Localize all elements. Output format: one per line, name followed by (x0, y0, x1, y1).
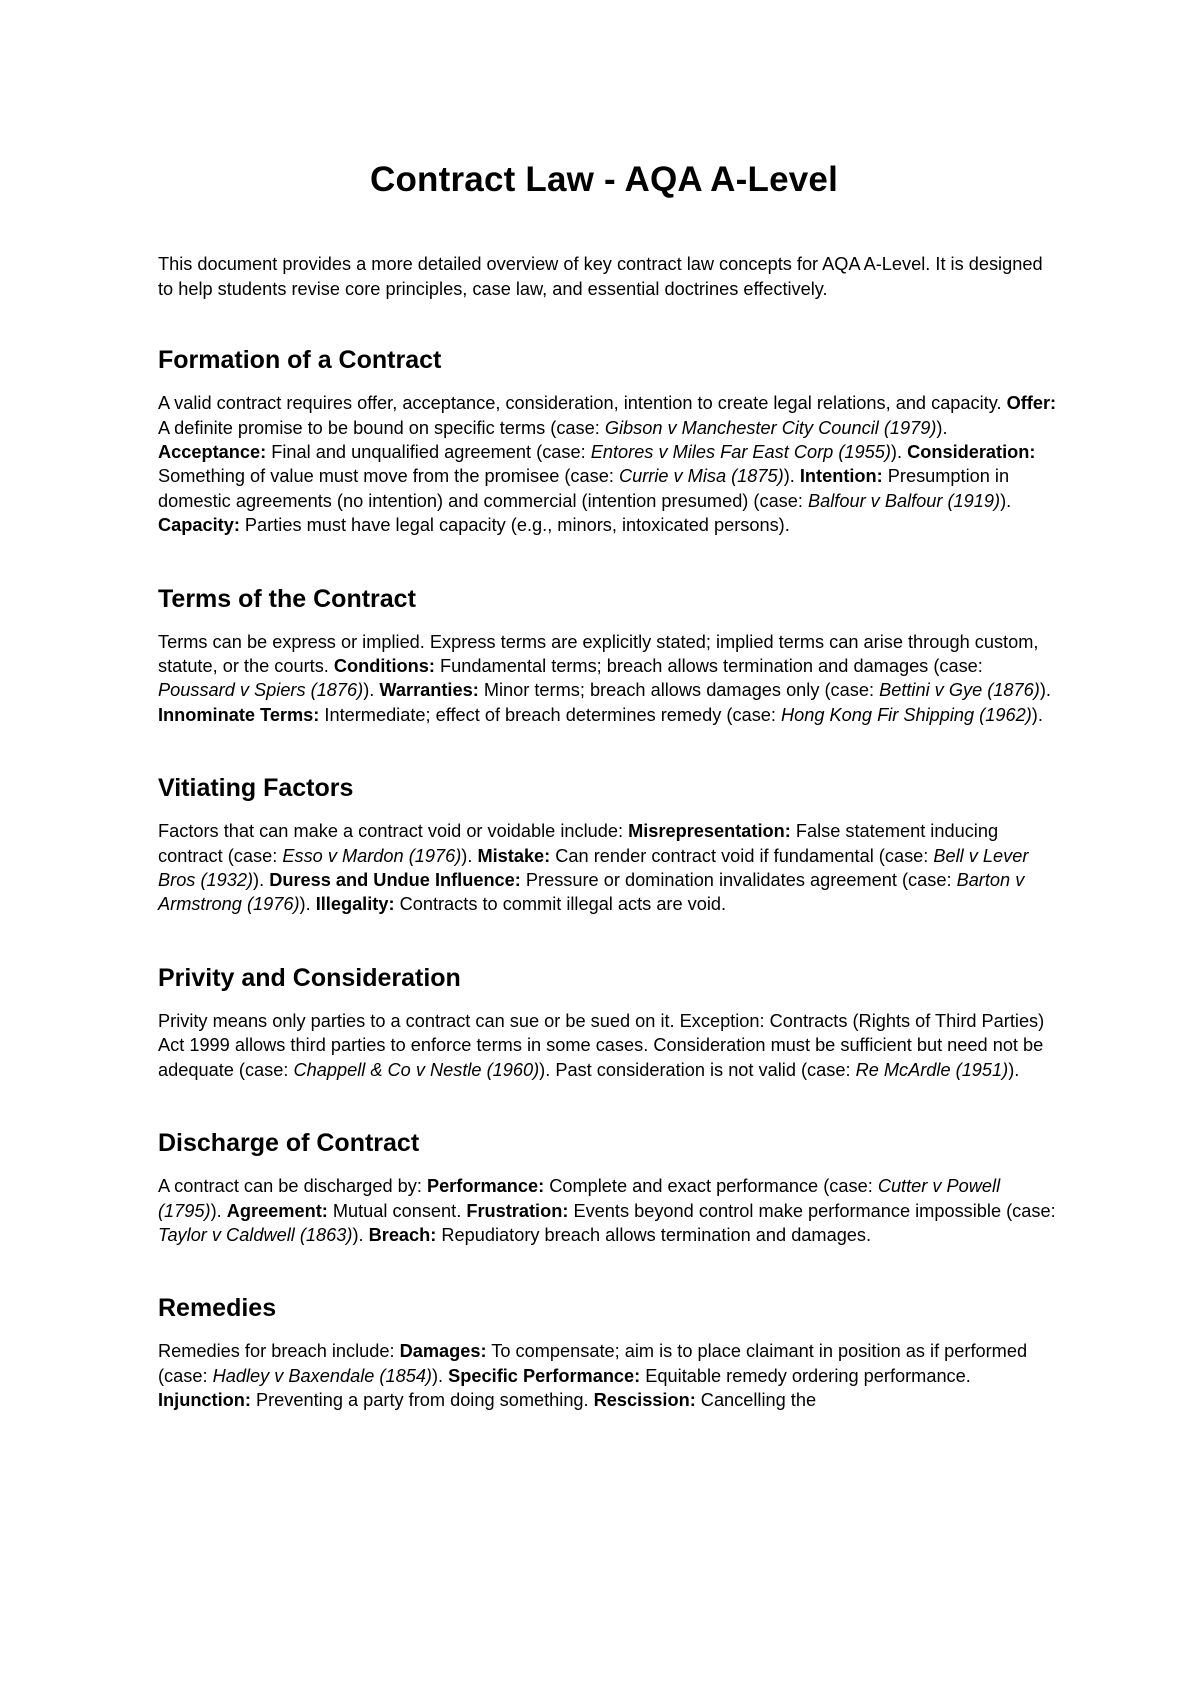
term-label: Frustration: (466, 1200, 569, 1221)
body-text: Something of value must move from the promisee (case: (158, 466, 619, 487)
body-text: ). (1039, 680, 1051, 701)
term-label: Consideration: (907, 442, 1036, 462)
case-citation: Cutter v Powell (1795) (158, 1176, 1001, 1221)
body-text: Terms can be express or implied. Express terms are explicitly stated; implied terms can arise through custom, statute, or the courts. (158, 631, 1039, 677)
body-text: A valid contract requires offer, acceptance, consideration, intention to create legal relations, and capacity. (158, 393, 1007, 414)
term-label: Rescission: (593, 1390, 696, 1411)
term-label: Capacity: (158, 515, 240, 536)
body-text: Can render contract void if fundamental (case: (550, 845, 934, 866)
body-text: ). (352, 1224, 369, 1245)
body-text: Minor terms; breach allows damages only (case: (478, 680, 880, 701)
body-text: Cancelling the (695, 1390, 817, 1411)
term-label: Acceptance: (158, 442, 267, 462)
section-body (158, 1174, 1058, 1247)
sections-container (158, 343, 1058, 1412)
term-label: Performance: (426, 1176, 545, 1197)
term-label: Specific Performance: (448, 1365, 641, 1386)
section-body (158, 1009, 1058, 1082)
case-citation: Hong Kong Fir Shipping (1962) (781, 704, 1032, 725)
body-text: Contracts to commit illegal acts are void. (394, 894, 727, 915)
term-label: Duress and Undue Influence: (269, 870, 521, 891)
body-text: Events beyond control make performance impossible (case: (568, 1200, 1056, 1221)
body-text: ). (253, 870, 270, 891)
intro-paragraph: This document provides a more detailed overview of key contract law concepts for AQA A-Level. It is designed to help students revise core principles, case law, and essential doctrines effectively. (158, 254, 1043, 299)
section-heading: Terms of the Contract (158, 584, 416, 613)
body-text: ). (1000, 490, 1012, 511)
body-text: Mutual consent. (327, 1200, 467, 1221)
body-text: To compensate; aim is to place claimant in position as if performed (case: (158, 1341, 1028, 1386)
body-text: Repudiatory breach allows termination and damages. (436, 1224, 872, 1245)
body-text: ). (432, 1365, 449, 1386)
body-text: ). (1008, 1059, 1020, 1080)
term-label: Offer: (1006, 393, 1057, 414)
body-text: ). (1031, 704, 1043, 725)
case-citation: Hadley v Baxendale (1854) (212, 1365, 432, 1386)
case-citation: Re McArdle (1951) (855, 1059, 1009, 1080)
section-body (158, 1339, 1058, 1412)
case-citation: Entores v Miles Far East Corp (1955) (590, 442, 891, 462)
body-text: A definite promise to be bound on specific terms (case: (158, 417, 605, 438)
case-citation: Poussard v Spiers (1876) (158, 680, 364, 701)
term-label: Innominate Terms: (158, 704, 320, 725)
section-body (158, 819, 1058, 917)
body-text: ). Past consideration is not valid (case: (539, 1059, 856, 1080)
body-text: ). (890, 442, 908, 462)
body-text: Intermediate; effect of breach determines remedy (case: (319, 704, 782, 725)
section-heading: Discharge of Contract (158, 1129, 420, 1158)
body-text: ). (783, 466, 800, 487)
case-citation: Currie v Misa (1875) (618, 466, 784, 487)
body-text: Remedies for breach include: (158, 1341, 400, 1362)
term-label: Mistake: (477, 845, 551, 866)
term-label: Warranties: (379, 680, 479, 701)
body-text: False statement inducing contract (case: (158, 821, 999, 866)
section-body (158, 630, 1058, 728)
section-heading: Privity and Consideration (158, 963, 461, 992)
term-label: Damages: (399, 1341, 487, 1362)
body-text: Final and unqualified agreement (case: (266, 442, 591, 462)
term-label: Injunction: (158, 1390, 251, 1411)
case-citation: Esso v Mardon (1976) (282, 845, 462, 866)
document-title: Contract Law - AQA A-Level (369, 160, 839, 199)
body-text: Presumption in domestic agreements (no intention) and commercial (intention presumed) (case: (158, 466, 1010, 511)
section-heading: Formation of a Contract (158, 346, 442, 375)
body-text: ). (210, 1200, 227, 1221)
body-text: Complete and exact performance (case: (544, 1176, 878, 1197)
term-label: Illegality: (315, 894, 395, 915)
section-heading: Remedies (158, 1294, 277, 1323)
case-citation: Barton v Armstrong (1976) (158, 870, 1025, 915)
body-text: Pressure or domination invalidates agreement (case: (520, 870, 957, 891)
case-citation: Bettini v Gye (1876) (879, 680, 1040, 701)
body-text: Privity means only parties to a contract can sue or be sued on it. Exception: Contracts (Rights of Third Parties) Act 1999 allows third parties to enforce terms in some cases. Consideration must be sufficient but need not be adequate (case: (158, 1010, 1045, 1080)
body-text: Preventing a party from doing something. (250, 1390, 594, 1411)
body-text: ). (363, 680, 380, 701)
term-label: Misrepresentation: (628, 821, 791, 842)
body-text: ). (299, 894, 316, 915)
body-text: ). (936, 417, 948, 438)
body-text: Parties must have legal capacity (e.g., minors, intoxicated persons). (239, 515, 790, 536)
case-citation: Gibson v Manchester City Council (1979) (604, 417, 937, 438)
body-text: ). (461, 845, 478, 866)
document-page (158, 150, 1058, 1457)
body-text: Fundamental terms; breach allows termination and damages (case: (434, 656, 983, 677)
term-label: Conditions: (333, 656, 435, 677)
section-heading: Vitiating Factors (158, 774, 354, 803)
case-citation: Bell v Lever Bros (1932) (158, 845, 1029, 891)
term-label: Agreement: (226, 1200, 328, 1221)
case-citation: Taylor v Caldwell (1863) (158, 1224, 353, 1245)
body-text: Equitable remedy ordering performance. (640, 1365, 971, 1386)
body-text: A contract can be discharged by: (158, 1176, 427, 1197)
body-text: Factors that can make a contract void or voidable include: (158, 821, 629, 842)
term-label: Breach: (368, 1224, 437, 1245)
section-body (158, 391, 1058, 537)
term-label: Intention: (799, 466, 883, 487)
case-citation: Balfour v Balfour (1919) (808, 490, 1001, 511)
case-citation: Chappell & Co v Nestle (1960) (293, 1059, 540, 1080)
